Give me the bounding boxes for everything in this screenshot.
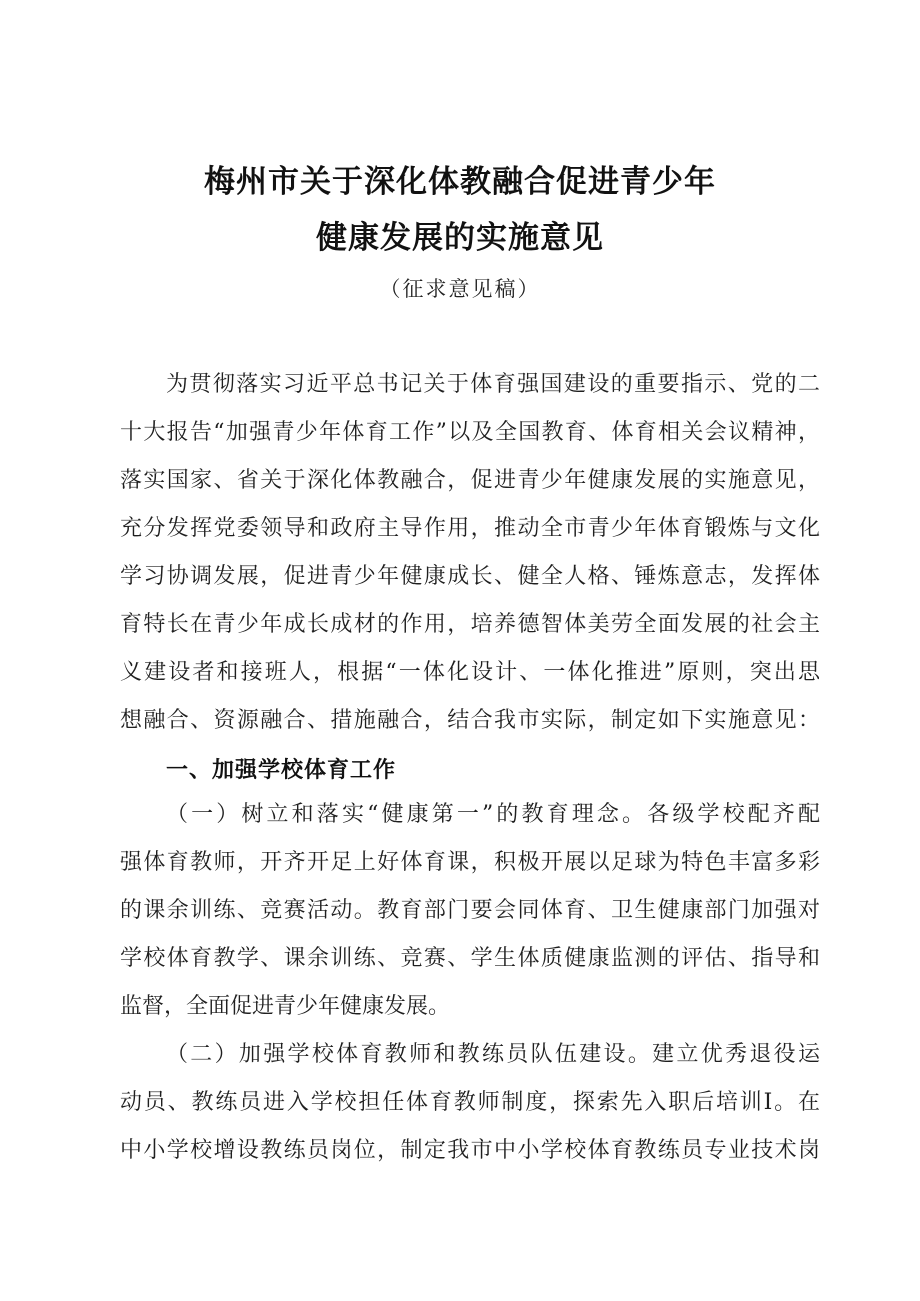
item-2-line: 动员、教练员进入学校担任体育教师制度，探索先入职后培训Ⅰ。在 — [120, 1090, 820, 1115]
document-title-line-2: 健康发展的实施意见 — [316, 220, 604, 256]
item-2-line: （二）加强学校体育教师和教练员队伍建设。建立优秀退役运 — [166, 1042, 820, 1067]
item-1-line: 监督，全面促进青少年健康发展。 — [120, 994, 451, 1019]
intro-paragraph-line: 想融合、资源融合、措施融合，结合我市实际，制定如下实施意见： — [120, 708, 820, 733]
item-1-line: （一）树立和落实“健康第一”的教育理念。各级学校配齐配 — [166, 802, 820, 827]
item-1-line: 的课余训练、竞赛活动。教育部门要会同体育、卫生健康部门加强对 — [120, 898, 820, 923]
section-heading: 一、加强学校体育工作 — [166, 758, 397, 783]
intro-paragraph-line: 为贯彻落实习近平总书记关于体育强国建设的重要指示、党的二 — [166, 372, 820, 397]
item-1-line: 学校体育教学、课余训练、竞赛、学生体质健康监测的评估、指导和 — [120, 946, 820, 971]
intro-paragraph-line: 充分发挥党委领导和政府主导作用，推动全市青少年体育锻炼与文化 — [120, 516, 820, 541]
intro-paragraph-line: 学习协调发展，促进青少年健康成长、健全人格、锤炼意志，发挥体 — [120, 564, 820, 589]
intro-paragraph-line: 育特长在青少年成长成材的作用，培养德智体美劳全面发展的社会主 — [120, 612, 820, 637]
document-subtitle: （征求意见稿） — [379, 277, 541, 301]
intro-paragraph-line: 十大报告“加强青少年体育工作”以及全国教育、体育相关会议精神， — [120, 420, 820, 445]
intro-paragraph-line: 落实国家、省关于深化体教融合，促进青少年健康发展的实施意见， — [120, 468, 820, 493]
item-1-line: 强体育教师，开齐开足上好体育课，积极开展以足球为特色丰富多彩 — [120, 850, 820, 875]
intro-paragraph-line: 义建设者和接班人，根据“一体化设计、一体化推进”原则，突出思 — [120, 660, 820, 685]
item-2-line: 中小学校增设教练员岗位，制定我市中小学校体育教练员专业技术岗 — [120, 1138, 820, 1163]
document-title-line-1: 梅州市关于深化体教融合促进青少年 — [204, 164, 716, 200]
